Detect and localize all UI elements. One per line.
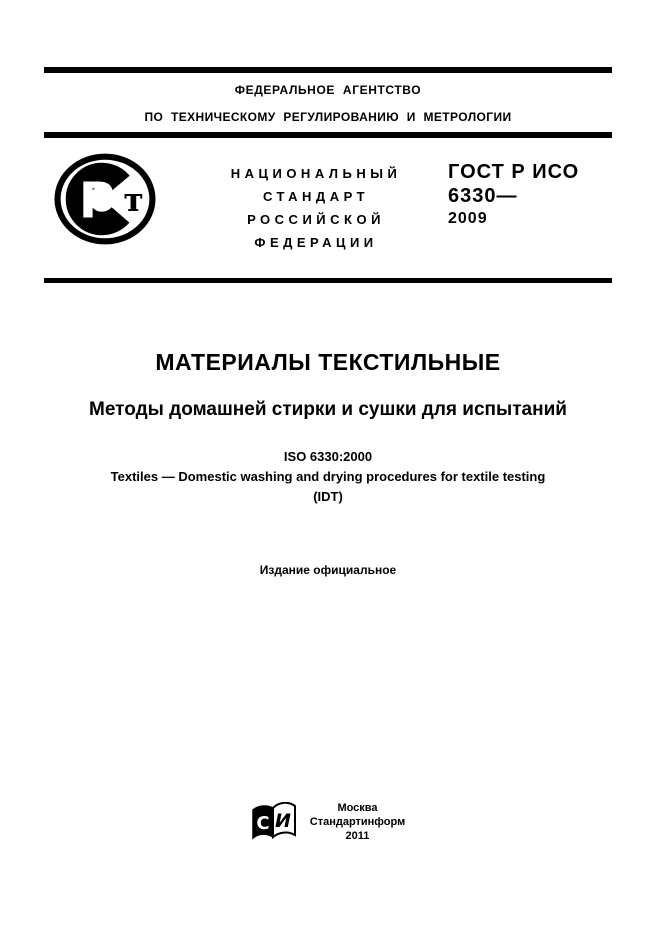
agency-header <box>44 83 612 124</box>
standard-heading-row <box>44 152 612 253</box>
standard-designation <box>448 152 612 253</box>
imprint-publisher: Стандартинформ <box>309 816 406 828</box>
standartinform-logo-icon <box>251 802 297 842</box>
designation-number: 6330— <box>448 185 518 207</box>
iso-code: ISO 6330:2000 <box>283 449 373 464</box>
second-rule <box>44 132 612 138</box>
agency-name-line2: ПО ТЕХНИЧЕСКОМУ РЕГУЛИРОВАНИЮ И МЕТРОЛОГИИ <box>144 110 512 124</box>
imprint-year: 2011 <box>345 830 370 842</box>
top-rule <box>44 67 612 73</box>
imprint-logo-letter-right: И <box>274 810 291 832</box>
emblem-column <box>44 152 184 253</box>
standard-kind-line3: РОССИЙСКОЙ <box>247 212 385 227</box>
rst-emblem-icon <box>54 153 156 245</box>
imprint-logo-letter-left: С <box>256 813 270 834</box>
standard-kind-line2: СТАНДАРТ <box>262 189 370 204</box>
edition-note: Издание официальное <box>259 563 397 577</box>
designation-year: 2009 <box>448 210 488 227</box>
imprint-text <box>310 801 405 843</box>
iso-title-en: Textiles — Domestic washing and drying procedures for textile testing <box>110 469 546 484</box>
designation-code: ГОСТ Р ИСО <box>448 161 580 183</box>
agency-name-line1: ФЕДЕРАЛЬНОЕ АГЕНТСТВО <box>234 83 422 97</box>
idt-note: (IDT) <box>313 489 343 504</box>
imprint <box>44 801 612 843</box>
standard-kind <box>184 152 448 253</box>
imprint-city: Москва <box>337 802 378 814</box>
emblem-letter-p: Р <box>78 172 115 230</box>
document-subtitle: Методы домашней стирки и сушки для испытаний <box>89 399 567 420</box>
emblem-letter-t: т <box>123 180 144 220</box>
standard-kind-line4: ФЕДЕРАЦИИ <box>254 235 378 250</box>
standard-kind-line1: НАЦИОНАЛЬНЫЙ <box>230 166 402 181</box>
iso-reference-block <box>44 447 612 507</box>
document-title: МАТЕРИАЛЫ ТЕКСТИЛЬНЫЕ <box>155 349 501 375</box>
third-rule <box>44 278 612 283</box>
